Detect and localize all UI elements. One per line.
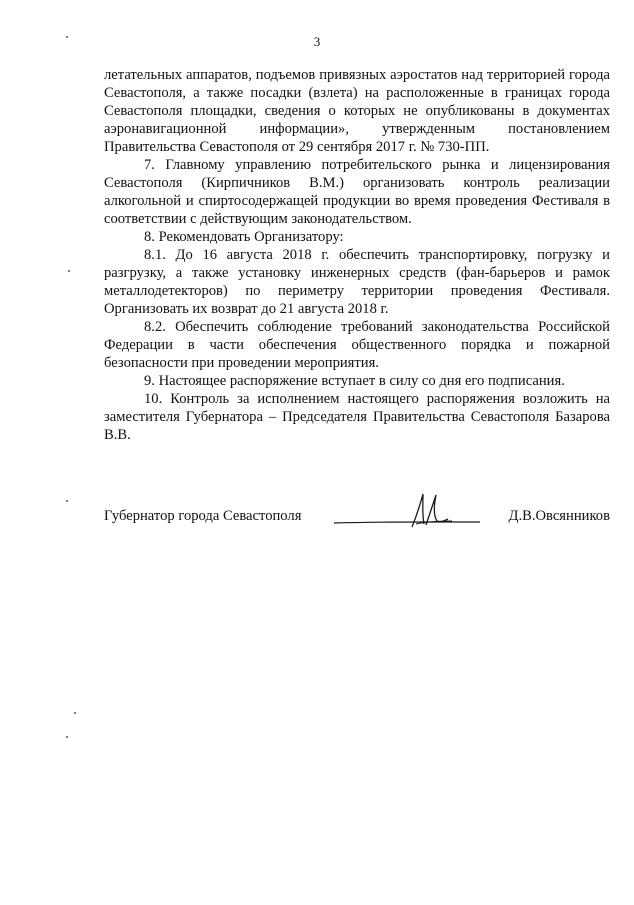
scan-speck: [66, 736, 68, 738]
paragraph-item-10: 10. Контроль за исполнением настоящего распоряжения возложить на заместителя Губернатора – Председателя Правительства Севастополя Базарова В.В.: [104, 391, 610, 443]
scan-speck: [74, 712, 76, 714]
handwritten-signature: [330, 491, 490, 531]
scan-speck: [66, 500, 68, 502]
signatory-title: Губернатор города Севастополя: [104, 508, 302, 524]
paragraph-item-9: 9. Настоящее распоряжение вступает в силу со дня его подписания.: [144, 373, 565, 389]
paragraph-item-8: 8. Рекомендовать Организатору:: [144, 229, 344, 245]
paragraph-item-8-2: 8.2. Обеспечить соблюдение требований законодательства Российской Федерации в части обеспечения общественного порядка и пожарной безопасности при проведении мероприятия.: [104, 319, 610, 371]
scan-speck: [68, 270, 70, 272]
document-body: [104, 66, 610, 444]
page-number: 3: [313, 34, 321, 49]
paragraph-continuation: летательных аппаратов, подъемов привязных аэростатов над территорией города Севастополя, а также посадки (взлета) на расположенные в границах города Севастополя площадки, сведения о которых не опубликованы в документах аэронавигационной информации», утвержденным постановлением Правительства Севастополя от 29 сентября 2017 г. № 730-ПП.: [104, 67, 610, 155]
paragraph-item-7: 7. Главному управлению потребительского рынка и лицензирования Севастополя (Кирпичников В.М.) организовать контроль реализации алкогольной и спиртосодержащей продукции во время проведения Фестиваля в соответствии с действующим законодательством.: [104, 157, 610, 227]
signature-block: [104, 505, 610, 535]
paragraph-item-8-1: 8.1. До 16 августа 2018 г. обеспечить транспортировку, погрузку и разгрузку, а также установку инженерных средств (фан-барьеров и рамок металлодетекторов) по периметру территории проведения Фестиваля. Организовать их возврат до 21 августа 2018 г.: [104, 247, 610, 317]
signatory-name: Д.В.Овсянников: [508, 508, 610, 524]
